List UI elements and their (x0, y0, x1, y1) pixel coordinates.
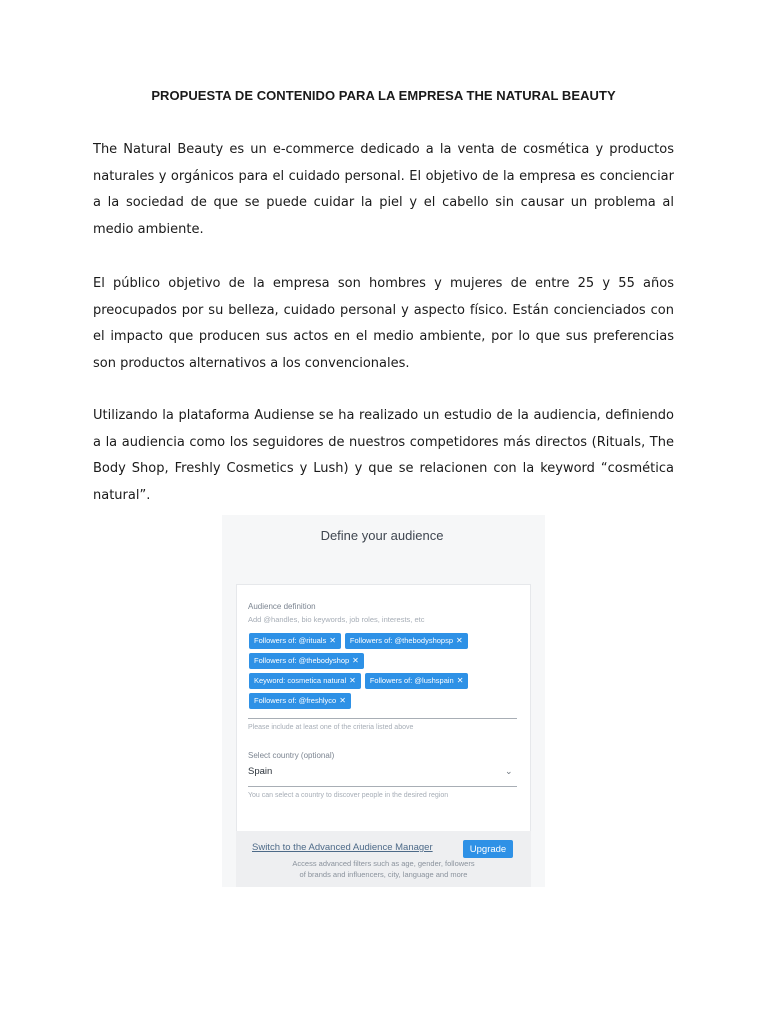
tag-chip[interactable] (249, 673, 361, 689)
advanced-manager-description (276, 859, 491, 880)
chevron-down-icon[interactable]: ⌄ (505, 766, 513, 776)
tag-chip[interactable] (249, 633, 341, 649)
tag-label: Followers of: @rituals (254, 636, 327, 645)
paragraph-target-audience: El público objetivo de la empresa son hombres y mujeres de entre 25 y 55 años preocupados por su belleza, cuidado personal y aspecto físico. Están concienciados con el impacto que producen sus actos en el medio ambiente, por lo que sus preferencias son productos alternativos a los convencionales. (93, 276, 674, 372)
tag-label: Followers of: @thebodyshopsp (349, 636, 454, 645)
paragraph-intro: The Natural Beauty es un e-commerce dedicado a la venta de cosmética y productos naturales y orgánicos para el cuidado personal. El objetivo de la empresa es concienciar a la sociedad de que se puede cuidar la piel y el cabello sin causar un problema al medio ambiente. (93, 142, 674, 238)
advanced-desc-line: of brands and influencers, city, language and more (299, 869, 468, 879)
tag-chip[interactable] (249, 693, 351, 709)
audience-definition-input[interactable]: Add @handles, bio keywords, job roles, interests, etc (248, 615, 425, 624)
audience-definition-label: Audience definition (248, 602, 316, 611)
tag-label: Keyword: cosmetica natural (254, 676, 347, 685)
audience-heading: Define your audience (320, 528, 444, 543)
document-title: PROPUESTA DE CONTENIDO PARA LA EMPRESA THE NATURAL BEAUTY (151, 88, 616, 103)
audiense-screenshot (222, 515, 545, 887)
advanced-manager-link[interactable]: Switch to the Advanced Audience Manager (252, 842, 433, 853)
advanced-desc-line: Access advanced filters such as age, gender, followers (292, 859, 475, 868)
tag-label: Followers of: @thebodyshop (254, 656, 350, 665)
close-icon[interactable]: ✕ (349, 676, 356, 685)
close-icon[interactable]: ✕ (456, 676, 464, 685)
definition-divider (248, 718, 517, 719)
tag-chip[interactable] (365, 673, 469, 689)
tag-chip[interactable] (249, 653, 364, 669)
advanced-manager-panel (236, 831, 531, 887)
close-icon[interactable]: ✕ (352, 656, 359, 665)
tag-label: Followers of: @lushspain (369, 676, 454, 685)
audience-definition-card (236, 584, 531, 833)
tag-chip[interactable] (345, 633, 468, 649)
tag-label: Followers of: @freshlyco (254, 696, 337, 705)
definition-hint: Please include at least one of the criteria listed above (248, 724, 414, 731)
close-icon[interactable]: ✕ (339, 696, 346, 705)
country-select[interactable]: Spain (248, 766, 273, 777)
close-icon[interactable]: ✕ (456, 636, 463, 645)
country-label: Select country (optional) (248, 751, 335, 760)
close-icon[interactable]: ✕ (329, 636, 336, 645)
audience-tags (249, 633, 524, 713)
upgrade-button[interactable]: Upgrade (463, 840, 513, 858)
country-hint: You can select a country to discover people in the desired region (248, 792, 449, 799)
country-divider (248, 786, 517, 787)
paragraph-audiense-study: Utilizando la plataforma Audiense se ha realizado un estudio de la audiencia, definiendo a la audiencia como los seguidores de nuestros competidores más directos (Rituals, The Body Shop, Freshly Cosmetics y Lush) y que se relacionen con la keyword “cosmética natural”. (93, 408, 674, 504)
